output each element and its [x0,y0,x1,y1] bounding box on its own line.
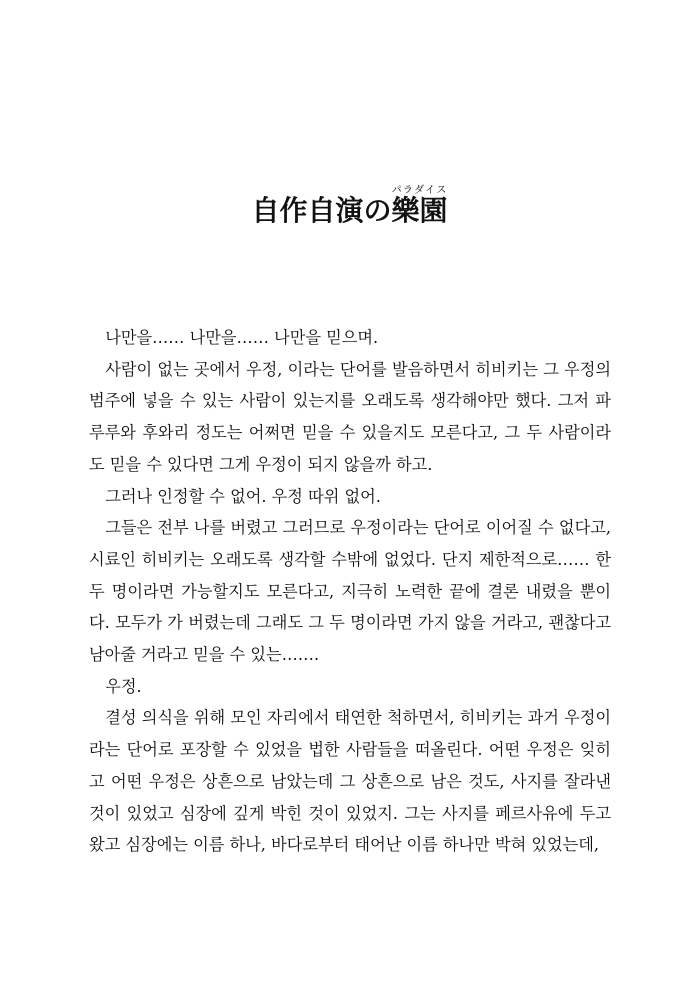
paragraph-6: 결성 의식을 위해 모인 자리에서 태연한 척하면서, 히비키는 과거 우정이라는 단어로 포장할 수 있었을 법한 사람들을 떠올린다. 어떤 우정은 잊히고 어떤 우정은 상흔으로 남았는데 그 상흔으로 남은 것도, 사지를 잘라낸 것이 있었고 심장에 깊게 박힌 것이 있었지. 그는 사지를 페르사유에 두고 왔고 심장에는 이름 하나, 바다로부터 태어난 이름 하나만 박혀 있었는데, [89,708,611,855]
paragraph-4: 그들은 전부 나를 버렸고 그러므로 우정이라는 단어로 이어질 수 없다고, 시료인 히비키는 오래도록 생각할 수밖에 없었다. 단지 제한적으로…… 한두 명이라면 가능할지도 모른다고, 지극히 노력한 끝에 결론 내렸을 뿐이다. 모두가 가 버렸는데 그래도 그 두 명이라면 가지 않을 거라고, 괜찮다고 남아줄 거라고 믿을 수 있는……. [89,518,611,665]
body-text [89,322,611,861]
chapter-title-text: 自作自演の [251,194,392,227]
paragraph-3: 그러나 인정할 수 없어. 우정 따위 없어. [105,486,381,506]
title-block [0,185,699,228]
chapter-title [251,185,447,228]
chapter-title-ruby [391,185,448,227]
paragraph-2: 사람이 없는 곳에서 우정, 이라는 단어를 발음하면서 히비키는 그 우정의 범주에 넣을 수 있는 사람이 있는지를 오래도록 생각해야만 했다. 그저 파루루와 후와리 정도는 어쩌면 믿을 수 있을지도 모른다고, 그 두 사람이라도 믿을 수 있다면 그게 우정이 되지 않을까 하고. [89,359,611,474]
paragraph-1: 나만을…… 나만을…… 나만을 믿으며. [105,328,379,347]
chapter-title-ruby-base: 樂園 [391,194,448,227]
chapter-title-ruby-text: パラダイス [391,185,448,196]
paragraph-5: 우정. [105,676,142,696]
